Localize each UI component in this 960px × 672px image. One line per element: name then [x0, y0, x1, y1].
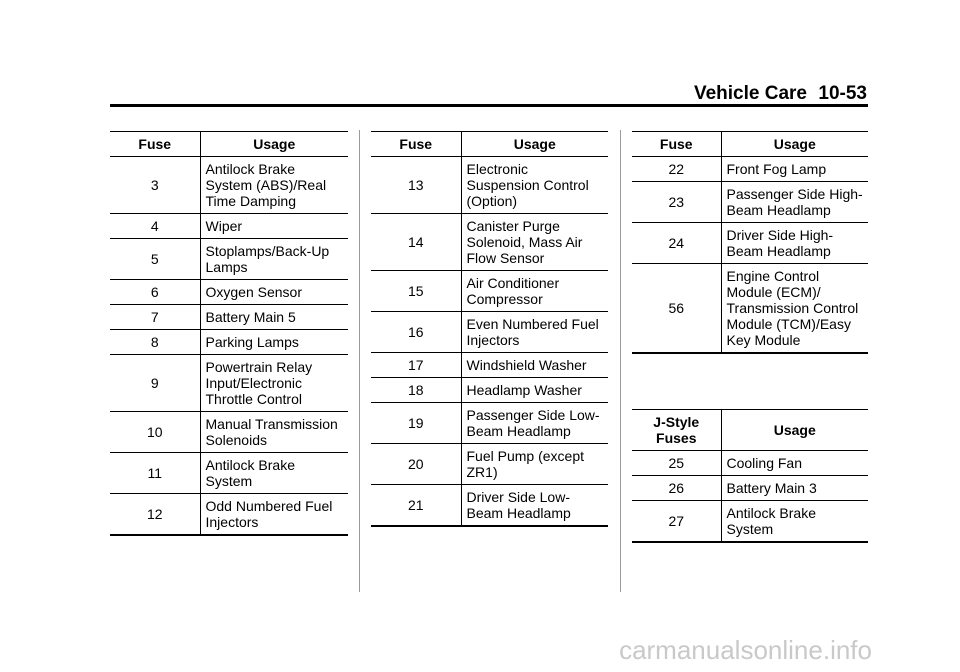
fuse-usage: Cooling Fan	[721, 451, 868, 476]
table-row	[371, 214, 608, 271]
fuse-column-header: Fuse	[110, 132, 200, 157]
fuse-number: 21	[371, 485, 461, 527]
table-row	[110, 305, 348, 330]
section-title-text: Vehicle Care	[693, 83, 807, 104]
fuse-usage: Passenger Side Low-Beam Headlamp	[461, 403, 608, 444]
fuse-number: 20	[371, 444, 461, 485]
fuse-usage: Stoplamps/Back-Up Lamps	[200, 239, 348, 280]
section-title	[694, 83, 807, 105]
fuse-table-jstyle	[632, 409, 868, 543]
fuse-table-3	[632, 131, 868, 354]
fuse-number: 19	[371, 403, 461, 444]
table-row	[632, 223, 868, 264]
fuse-usage: Air Conditioner Compressor	[461, 271, 608, 312]
usage-column-header: Usage	[721, 410, 868, 451]
fuse-usage: Wiper	[200, 214, 348, 239]
page-number-text: 10-53	[818, 83, 867, 104]
fuse-usage: Electronic Suspension Control (Option)	[461, 157, 608, 214]
table-row	[371, 378, 608, 403]
fuse-usage: Passenger Side High-Beam Headlamp	[721, 182, 868, 223]
table-row	[110, 494, 348, 536]
table-row	[371, 271, 608, 312]
fuse-usage: Manual Transmission Solenoids	[200, 412, 348, 453]
jstyle-fuses-column-header: J-Style Fuses	[632, 410, 721, 451]
fuse-number: 27	[632, 501, 721, 543]
fuse-usage: Canister Purge Solenoid, Mass Air Flow Sensor	[461, 214, 608, 271]
fuse-table-2	[371, 131, 608, 527]
fuse-number: 18	[371, 378, 461, 403]
table-row	[371, 485, 608, 527]
fuse-usage: Driver Side Low-Beam Headlamp	[461, 485, 608, 527]
table-row	[632, 182, 868, 223]
table-row	[632, 476, 868, 501]
fuse-number: 11	[110, 453, 200, 494]
fuse-number: 56	[632, 264, 721, 354]
table-row	[110, 330, 348, 355]
fuse-number: 17	[371, 353, 461, 378]
fuse-number: 16	[371, 312, 461, 353]
fuse-usage: Antilock Brake System (ABS)/Real Time Damping	[200, 157, 348, 214]
fuse-usage: Parking Lamps	[200, 330, 348, 355]
fuse-usage: Antilock Brake System	[721, 501, 868, 543]
usage-column-header: Usage	[461, 132, 608, 157]
fuse-number: 8	[110, 330, 200, 355]
table-row	[632, 451, 868, 476]
fuse-number: 26	[632, 476, 721, 501]
page-number	[818, 83, 867, 105]
fuse-number: 25	[632, 451, 721, 476]
table-row	[632, 264, 868, 354]
fuse-usage: Front Fog Lamp	[721, 157, 868, 182]
table-row	[110, 280, 348, 305]
fuse-usage: Even Numbered Fuel Injectors	[461, 312, 608, 353]
table-row	[110, 214, 348, 239]
fuse-usage: Engine Control Module (ECM)/ Transmission Control Module (TCM)/Easy Key Module	[721, 264, 868, 354]
fuse-number: 6	[110, 280, 200, 305]
fuse-usage: Odd Numbered Fuel Injectors	[200, 494, 348, 536]
watermark: carmanualsonline.info	[619, 635, 872, 665]
fuse-number: 15	[371, 271, 461, 312]
fuse-column-header: Fuse	[371, 132, 461, 157]
fuse-number: 23	[632, 182, 721, 223]
fuse-column-header: Fuse	[632, 132, 721, 157]
fuse-usage: Headlamp Washer	[461, 378, 608, 403]
fuse-table-1	[110, 131, 348, 536]
table-row	[371, 353, 608, 378]
table-row	[110, 412, 348, 453]
fuse-usage: Fuel Pump (except ZR1)	[461, 444, 608, 485]
table-row	[110, 157, 348, 214]
fuse-usage: Driver Side High-Beam Headlamp	[721, 223, 868, 264]
header-rule	[110, 104, 868, 107]
table-row	[371, 157, 608, 214]
column-divider-right	[620, 130, 621, 592]
usage-column-header: Usage	[721, 132, 868, 157]
fuse-number: 10	[110, 412, 200, 453]
table-row	[371, 312, 608, 353]
column-divider-left	[359, 130, 360, 592]
fuse-number: 4	[110, 214, 200, 239]
table-row	[110, 453, 348, 494]
fuse-number: 3	[110, 157, 200, 214]
table-row	[110, 239, 348, 280]
fuse-usage: Antilock Brake System	[200, 453, 348, 494]
usage-column-header: Usage	[200, 132, 348, 157]
fuse-usage: Battery Main 3	[721, 476, 868, 501]
fuse-number: 12	[110, 494, 200, 536]
fuse-number: 7	[110, 305, 200, 330]
fuse-usage: Windshield Washer	[461, 353, 608, 378]
table-row	[632, 157, 868, 182]
fuse-number: 24	[632, 223, 721, 264]
fuse-usage: Oxygen Sensor	[200, 280, 348, 305]
table-row	[371, 403, 608, 444]
table-row	[110, 355, 348, 412]
fuse-number: 5	[110, 239, 200, 280]
fuse-number: 9	[110, 355, 200, 412]
fuse-number: 14	[371, 214, 461, 271]
fuse-number: 13	[371, 157, 461, 214]
fuse-usage: Battery Main 5	[200, 305, 348, 330]
fuse-usage: Powertrain Relay Input/Electronic Throttle Control	[200, 355, 348, 412]
fuse-number: 22	[632, 157, 721, 182]
table-row	[632, 501, 868, 543]
table-row	[371, 444, 608, 485]
